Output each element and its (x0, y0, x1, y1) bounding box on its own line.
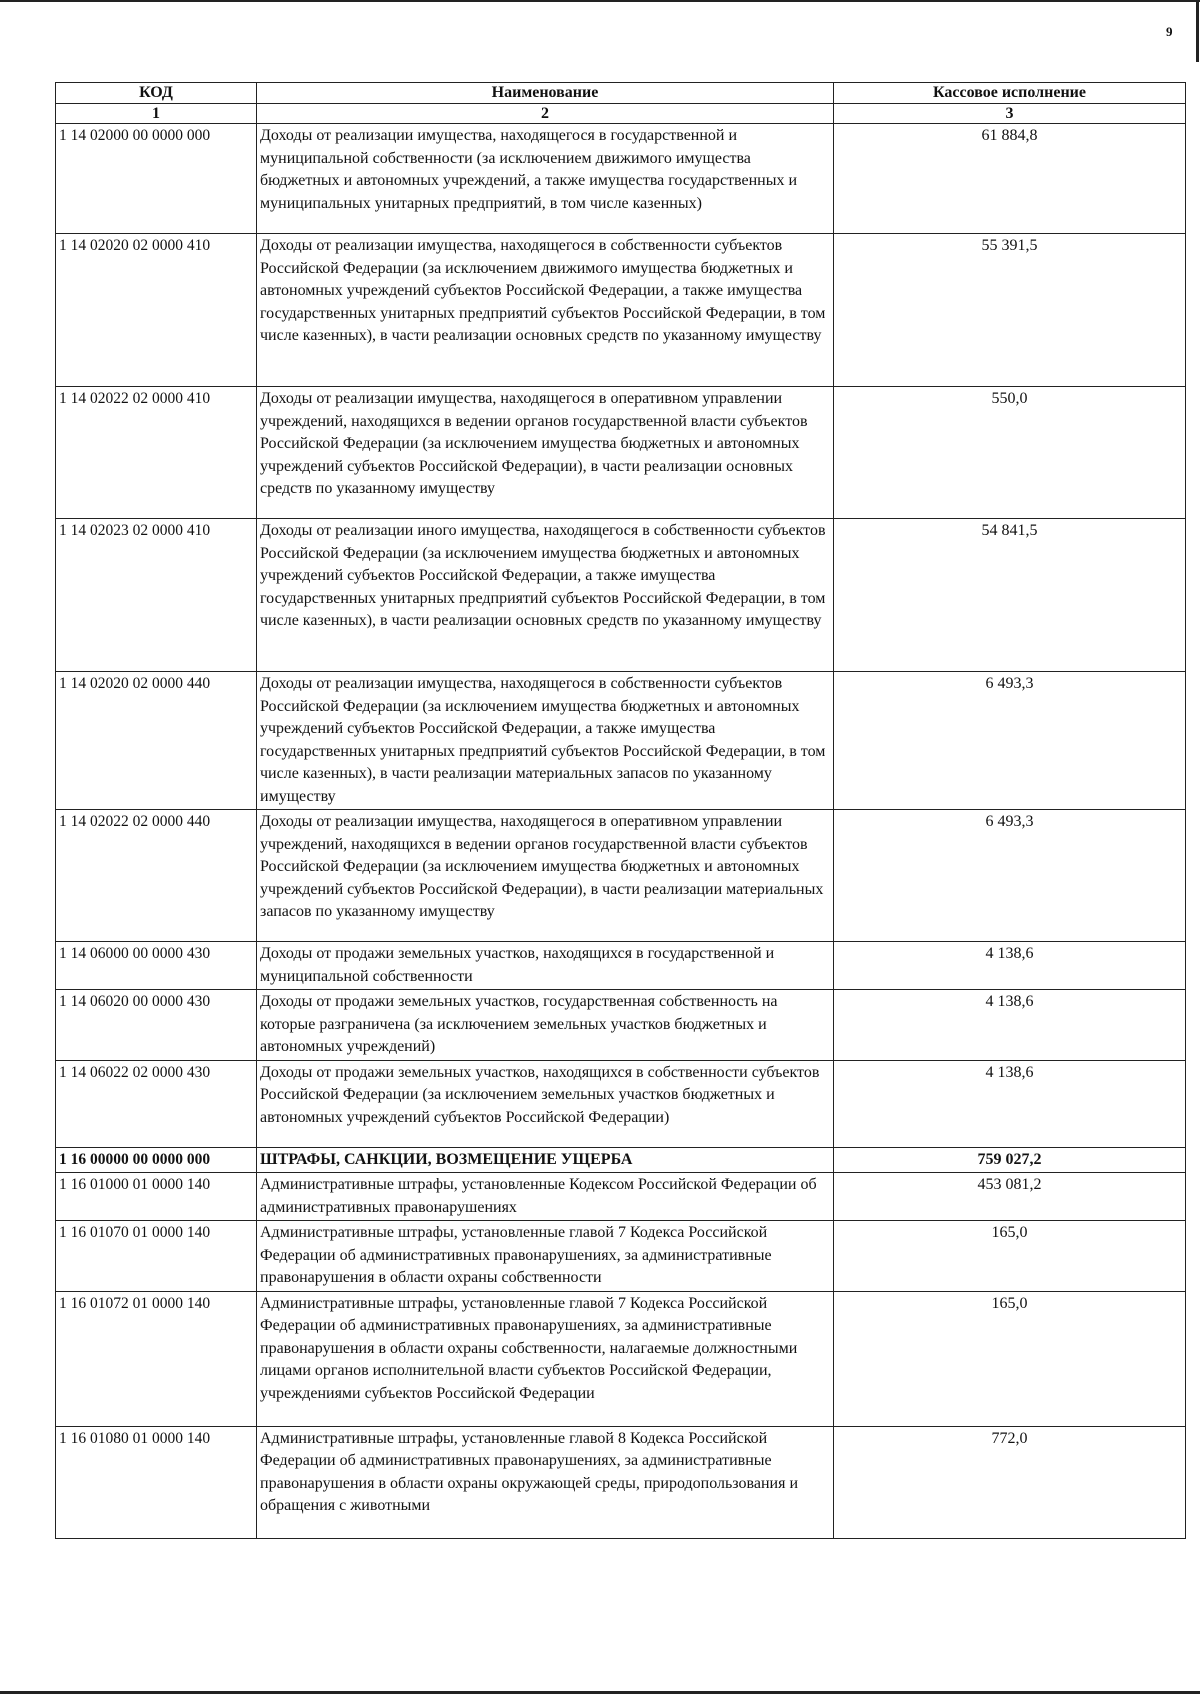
row-code: 1 16 00000 00 0000 000 (56, 1147, 257, 1173)
row-name: Доходы от реализации имущества, находящегося в государственной и муниципальной собственности (за исключением движимого имущества бюджетных и автономных учреждений, а также имущества государственных и муниципальных унитарных предприятий, в том числе казенных) (257, 124, 834, 234)
table-row (56, 942, 1186, 990)
row-name: Административные штрафы, установленные главой 7 Кодекса Российской Федерации об административных правонарушениях, за административные правонарушения в области охраны собственности, налагаемые должностными лицами органов исполнительной власти субъектов Российской Федерации, учреждениями субъектов Российской Федерации (257, 1291, 834, 1426)
row-code: 1 14 06000 00 0000 430 (56, 942, 257, 990)
row-amount: 165,0 (834, 1291, 1186, 1426)
row-code: 1 16 01000 01 0000 140 (56, 1173, 257, 1221)
row-amount: 772,0 (834, 1426, 1186, 1538)
row-amount: 4 138,6 (834, 942, 1186, 990)
row-name: ШТРАФЫ, САНКЦИИ, ВОЗМЕЩЕНИЕ УЩЕРБА (257, 1147, 834, 1173)
row-name: Доходы от продажи земельных участков, находящихся в государственной и муниципальной собственности (257, 942, 834, 990)
table-row (56, 990, 1186, 1061)
row-amount: 55 391,5 (834, 234, 1186, 387)
row-name: Административные штрафы, установленные главой 7 Кодекса Российской Федерации об административных правонарушениях, за административные правонарушения в области охраны собственности (257, 1221, 834, 1292)
row-code: 1 14 02000 00 0000 000 (56, 124, 257, 234)
row-name: Доходы от продажи земельных участков, государственная собственность на которые разграничена (за исключением земельных участков бюджетных и автономных учреждений) (257, 990, 834, 1061)
header-name: Наименование (257, 83, 834, 104)
column-number-row (56, 104, 1186, 124)
table-row (56, 1291, 1186, 1426)
table-row (56, 1426, 1186, 1538)
row-amount: 4 138,6 (834, 1060, 1186, 1147)
row-name: Административные штрафы, установленные главой 8 Кодекса Российской Федерации об административных правонарушениях, за административные правонарушения в области охраны окружающей среды, природопользования и обращения с животными (257, 1426, 834, 1538)
row-code: 1 14 02020 02 0000 440 (56, 672, 257, 810)
row-amount: 453 081,2 (834, 1173, 1186, 1221)
table-row (56, 1221, 1186, 1292)
table-row (56, 519, 1186, 672)
row-amount: 6 493,3 (834, 672, 1186, 810)
row-name: Доходы от реализации имущества, находящегося в собственности субъектов Российской Федерации (за исключением движимого имущества бюджетных и автономных учреждений субъектов Российской Федерации, а также имущества государственных унитарных предприятий субъектов Российской Федерации, в том числе казенных), в части реализации основных средств по указанному имуществу (257, 234, 834, 387)
column-number-3: 3 (834, 104, 1186, 124)
row-amount: 54 841,5 (834, 519, 1186, 672)
row-code: 1 16 01070 01 0000 140 (56, 1221, 257, 1292)
row-name: Доходы от реализации иного имущества, находящегося в собственности субъектов Российской Федерации (за исключением имущества бюджетных и автономных учреждений субъектов Российской Федерации, а также имущества государственных унитарных предприятий субъектов Российской Федерации, в том числе казенных), в части реализации основных средств по указанному имуществу (257, 519, 834, 672)
right-edge-line (1196, 0, 1199, 62)
header-code: КОД (56, 83, 257, 104)
row-amount: 550,0 (834, 387, 1186, 519)
row-amount: 61 884,8 (834, 124, 1186, 234)
page-number: 9 (1166, 24, 1173, 39)
table-body (56, 124, 1186, 1539)
row-name: Доходы от продажи земельных участков, находящихся в собственности субъектов Российской Федерации (за исключением земельных участков бюджетных и автономных учреждений субъектов Российской Федерации) (257, 1060, 834, 1147)
table-row (56, 672, 1186, 810)
row-code: 1 14 02022 02 0000 410 (56, 387, 257, 519)
row-name: Доходы от реализации имущества, находящегося в оперативном управлении учреждений, находящихся в ведении органов государственной власти субъектов Российской Федерации (за исключением имущества бюджетных и автономных учреждений субъектов Российской Федерации), в части реализации основных средств по указанному имуществу (257, 387, 834, 519)
table-row (56, 810, 1186, 942)
table-row (56, 234, 1186, 387)
row-amount: 759 027,2 (834, 1147, 1186, 1173)
row-code: 1 14 02023 02 0000 410 (56, 519, 257, 672)
row-code: 1 14 06022 02 0000 430 (56, 1060, 257, 1147)
column-number-2: 2 (257, 104, 834, 124)
table-row (56, 1147, 1186, 1173)
row-code: 1 16 01072 01 0000 140 (56, 1291, 257, 1426)
row-amount: 165,0 (834, 1221, 1186, 1292)
table-row (56, 387, 1186, 519)
row-code: 1 14 02022 02 0000 440 (56, 810, 257, 942)
row-name: Доходы от реализации имущества, находящегося в собственности субъектов Российской Федерации (за исключением имущества бюджетных и автономных учреждений субъектов Российской Федерации, а также имущества государственных унитарных предприятий субъектов Российской Федерации, в том числе казенных), в части реализации материальных запасов по указанному имуществу (257, 672, 834, 810)
table-header-row (56, 83, 1186, 104)
row-name: Административные штрафы, установленные Кодексом Российской Федерации об административных правонарушениях (257, 1173, 834, 1221)
row-code: 1 14 06020 00 0000 430 (56, 990, 257, 1061)
row-code: 1 14 02020 02 0000 410 (56, 234, 257, 387)
row-code: 1 16 01080 01 0000 140 (56, 1426, 257, 1538)
table-row (56, 1060, 1186, 1147)
row-amount: 4 138,6 (834, 990, 1186, 1061)
row-amount: 6 493,3 (834, 810, 1186, 942)
column-number-1: 1 (56, 104, 257, 124)
top-border-line (0, 0, 1200, 2)
header-amount: Кассовое исполнение (834, 83, 1186, 104)
table-row (56, 124, 1186, 234)
revenue-table (55, 82, 1186, 1539)
table-row (56, 1173, 1186, 1221)
row-name: Доходы от реализации имущества, находящегося в оперативном управлении учреждений, находящихся в ведении органов государственной власти субъектов Российской Федерации (за исключением имущества бюджетных и автономных учреждений субъектов Российской Федерации), в части реализации материальных запасов по указанному имуществу (257, 810, 834, 942)
